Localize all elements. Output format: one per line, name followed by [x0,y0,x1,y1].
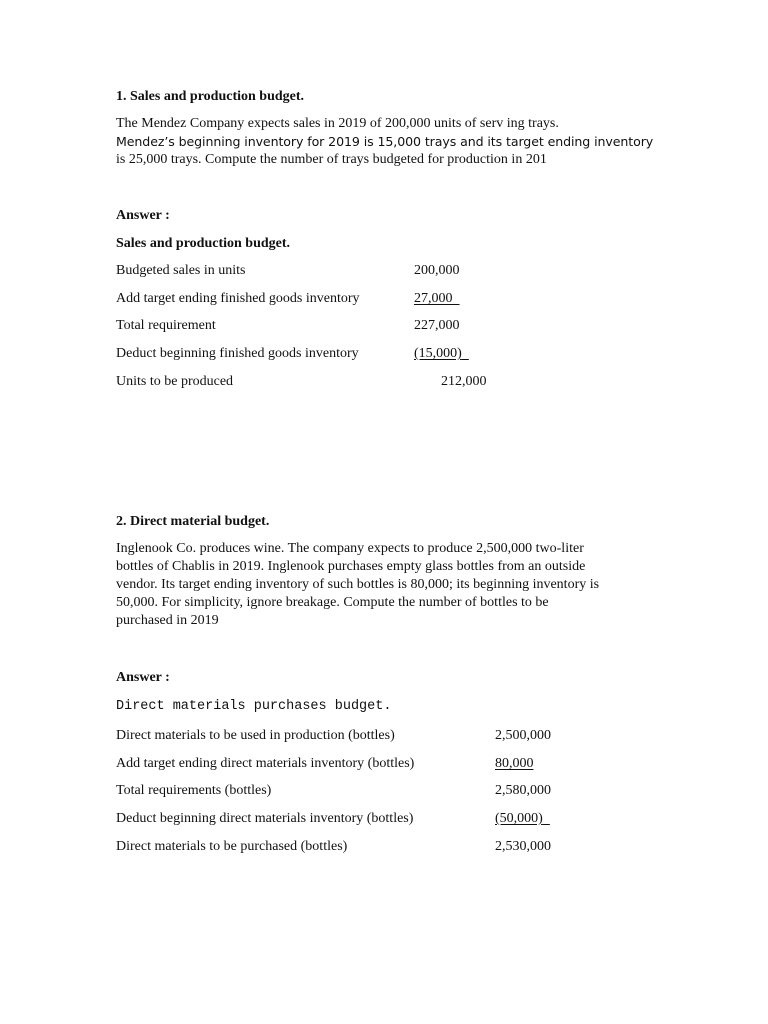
q2-heading: 2. Direct material budget. [116,514,270,529]
q2-row-value-text: (50,000) [495,811,543,826]
q1-row-value [414,290,460,308]
q1-row-value-text: 27,000 [414,291,453,306]
q1-row-label: Units to be produced [116,374,234,389]
q2-row-value: 2,530,000 [495,839,551,854]
q1-answer-label: Answer : [116,208,170,223]
q2-row-value: 2,500,000 [495,728,551,743]
q2-question-line-3: vendor. Its target ending inventory of such bottles is 80,000; its beginning inventory is [116,577,600,592]
q1-question-line-3: is 25,000 trays. Compute the number of trays budgeted for production in 201 [116,152,547,167]
q2-table-title: Direct materials purchases budget. [116,699,392,714]
q1-question-line-1: The Mendez Company expects sales in 2019 of 200,000 units of serv ing trays. [116,116,559,131]
q2-row-value [495,810,550,828]
q2-row-value: 80,000 [495,756,534,771]
q1-question-line-2: Mendez’s beginning inventory for 2019 is 15,000 trays and its target ending inventory [116,134,654,149]
q1-table-title: Sales and production budget. [116,236,291,251]
q1-question [116,115,661,169]
q2-question [116,540,661,630]
q1-row-label: Deduct beginning finished goods inventory [116,346,359,361]
q1-row-value: 200,000 [414,263,460,278]
q2-question-line-4: 50,000. For simplicity, ignore breakage. Compute the number of bottles to be [116,595,549,610]
q2-question-line-2: bottles of Chablis in 2019. Inglenook purchases empty glass bottles from an outside [116,559,586,574]
q2-question-line-5: purchased in 2019 [116,613,219,628]
q2-row-label: Direct materials to be purchased (bottles) [116,839,348,854]
q2-row-label: Total requirements (bottles) [116,783,272,798]
q1-row-label: Add target ending finished goods inventory [116,291,360,306]
q2-row-label: Direct materials to be used in production (bottles) [116,728,395,743]
q1-row-value: 212,000 [441,374,487,389]
q2-question-line-1: Inglenook Co. produces wine. The company expects to produce 2,500,000 two-liter [116,541,584,556]
q1-row-label: Total requirement [116,318,216,333]
q2-row-value: 2,580,000 [495,783,551,798]
q1-row-value: 227,000 [414,318,460,333]
q2-row-label: Add target ending direct materials inventory (bottles) [116,756,415,771]
q2-answer-label: Answer : [116,670,170,685]
q1-row-label: Budgeted sales in units [116,263,246,278]
q1-row-value [414,345,469,363]
q1-row-value-text: (15,000) [414,346,462,361]
q1-heading: 1. Sales and production budget. [116,89,305,104]
q2-row-label: Deduct beginning direct materials inventory (bottles) [116,811,414,826]
